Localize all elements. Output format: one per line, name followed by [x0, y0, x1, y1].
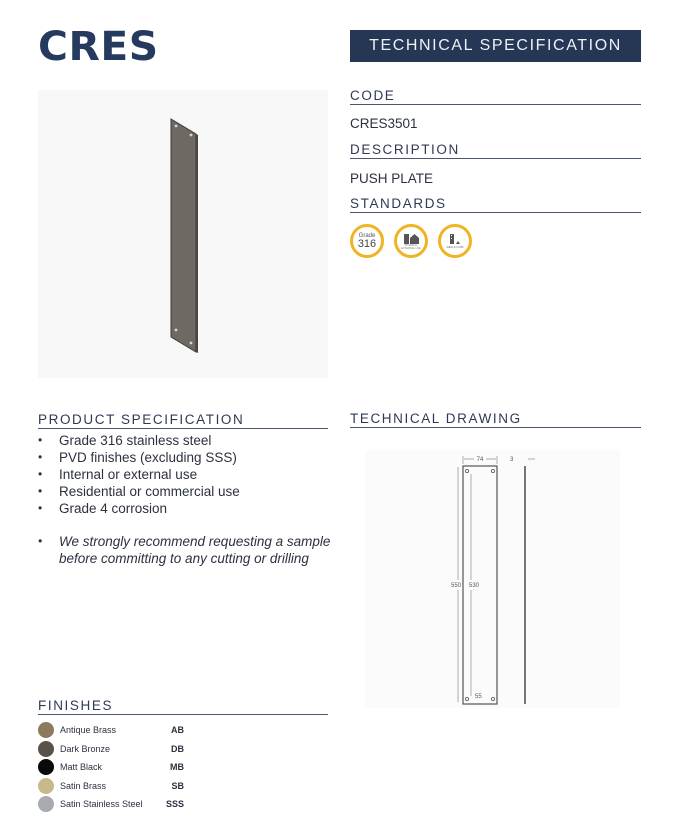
internal-external-use-badge	[394, 224, 428, 258]
badge-use-label: INTERNAL EXTERNAL USE	[401, 243, 421, 250]
badge-grade-label: Grade	[358, 232, 376, 239]
finish-swatch	[38, 722, 54, 738]
drawing-svg	[365, 450, 620, 708]
product-photo	[38, 90, 328, 378]
dim-hole-spacing: 530	[469, 583, 480, 589]
finish-row	[38, 758, 188, 776]
finish-code: SSS	[165, 799, 184, 810]
spec-item: • Residential or commercial use	[38, 483, 333, 500]
finishes-heading: FINISHES	[38, 698, 328, 715]
building-icon	[448, 234, 462, 245]
finish-swatch	[38, 741, 54, 757]
finish-swatch	[38, 796, 54, 812]
finish-code: DB	[171, 743, 184, 754]
code-heading: CODE	[350, 88, 641, 105]
finish-row	[38, 740, 188, 758]
finish-row	[38, 721, 188, 739]
grade-316-badge	[350, 224, 384, 258]
finish-code: SB	[171, 780, 184, 791]
finish-swatch	[38, 778, 54, 794]
finish-row	[38, 777, 188, 795]
technical-drawing	[365, 450, 620, 708]
technical-drawing-heading: TECHNICAL DRAWING	[350, 411, 641, 428]
finish-name: Satin Stainless Steel	[60, 799, 143, 810]
product-spec-list	[38, 432, 333, 567]
badge-rescom-label: RES & COM	[446, 244, 464, 249]
description-value: PUSH PLATE	[350, 171, 434, 186]
dim-hole-offset: 55	[475, 694, 482, 700]
banner-title: TECHNICAL SPECIFICATION	[369, 37, 622, 54]
dim-thickness: 3	[510, 457, 514, 463]
code-value: CRES3501	[350, 116, 418, 131]
spec-item: • Grade 4 corrosion	[38, 500, 333, 517]
spec-note: • We strongly recommend requesting a sample before committing to any cutting or drilling	[38, 533, 333, 567]
finish-code: MB	[170, 762, 184, 773]
finish-name: Antique Brass	[60, 725, 117, 735]
spec-item: • PVD finishes (excluding SSS)	[38, 449, 333, 466]
finish-swatch	[38, 759, 54, 775]
standards-heading: STANDARDS	[350, 196, 641, 213]
product-spec-heading: PRODUCT SPECIFICATION	[38, 412, 328, 429]
description-heading: DESCRIPTION	[350, 142, 641, 159]
finish-name: Dark Bronze	[60, 743, 111, 754]
dim-width: 74	[476, 457, 484, 463]
spec-item: • Grade 316 stainless steel	[38, 432, 333, 449]
finish-code: AB	[171, 725, 184, 735]
dim-height: 550	[451, 583, 462, 589]
header-banner	[350, 30, 641, 62]
brand-logo: CRES	[38, 24, 159, 70]
finish-name: Matt Black	[60, 762, 103, 773]
spec-item: • Internal or external use	[38, 466, 333, 483]
badge-grade-value: 316	[357, 237, 377, 250]
finish-row	[38, 795, 188, 813]
push-plate-render	[38, 90, 328, 378]
house-door-icon	[403, 233, 419, 244]
standards-badges	[350, 224, 472, 258]
res-com-badge	[438, 224, 472, 258]
finish-name: Satin Brass	[60, 780, 107, 791]
